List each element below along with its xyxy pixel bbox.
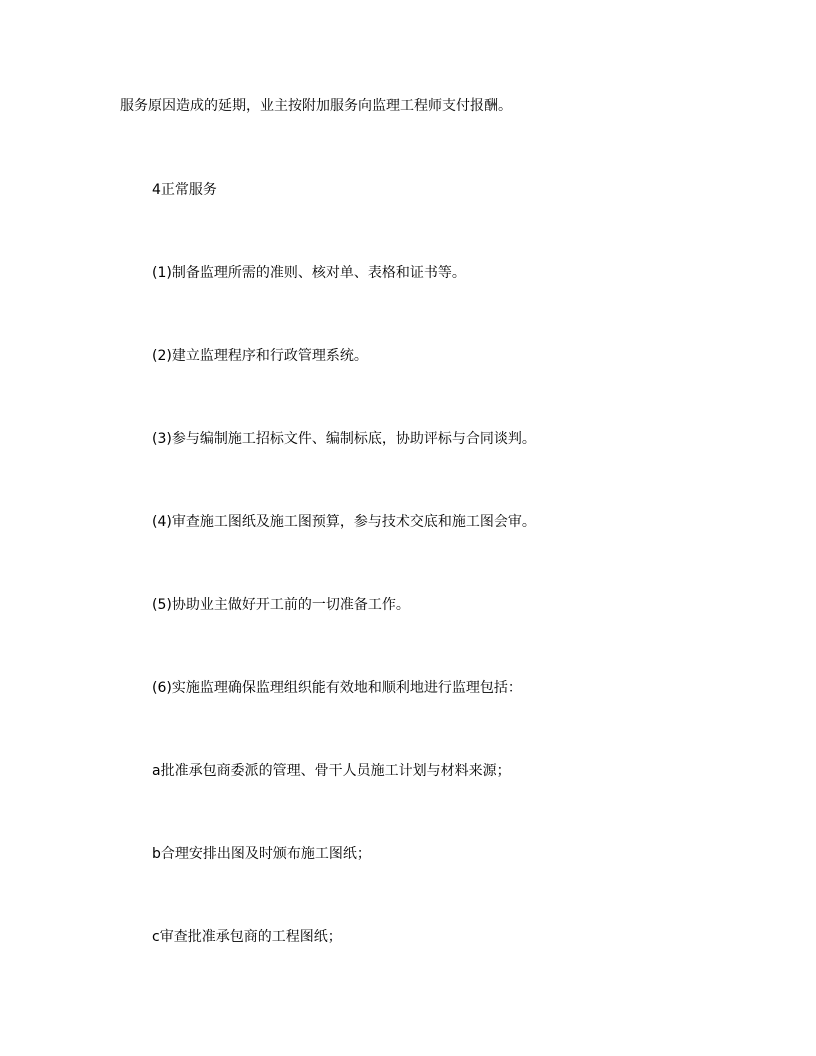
list-item: (6)实施监理确保监理组织能有效地和顺利地进行监理包括： bbox=[152, 680, 522, 696]
sub-list-item: c审查批准承包商的工程图纸； bbox=[152, 929, 342, 945]
paragraph-continuation: 服务原因造成的延期，业主按附加服务向监理工程师支付报酬。 bbox=[120, 98, 512, 114]
list-item: (1)制备监理所需的准则、核对单、表格和证书等。 bbox=[152, 265, 466, 281]
sub-list-item: b合理安排出图及时颁布施工图纸； bbox=[152, 846, 371, 862]
list-item: (5)协助业主做好开工前的一切准备工作。 bbox=[152, 597, 410, 613]
list-item: (2)建立监理程序和行政管理系统。 bbox=[152, 348, 368, 364]
sub-list-item: a批准承包商委派的管理、骨干人员施工计划与材料来源； bbox=[152, 763, 511, 779]
list-item: (4)审查施工图纸及施工图预算，参与技术交底和施工图会审。 bbox=[152, 514, 536, 530]
section-heading: 4正常服务 bbox=[152, 182, 217, 198]
list-item: (3)参与编制施工招标文件、编制标底，协助评标与合同谈判。 bbox=[152, 431, 536, 447]
